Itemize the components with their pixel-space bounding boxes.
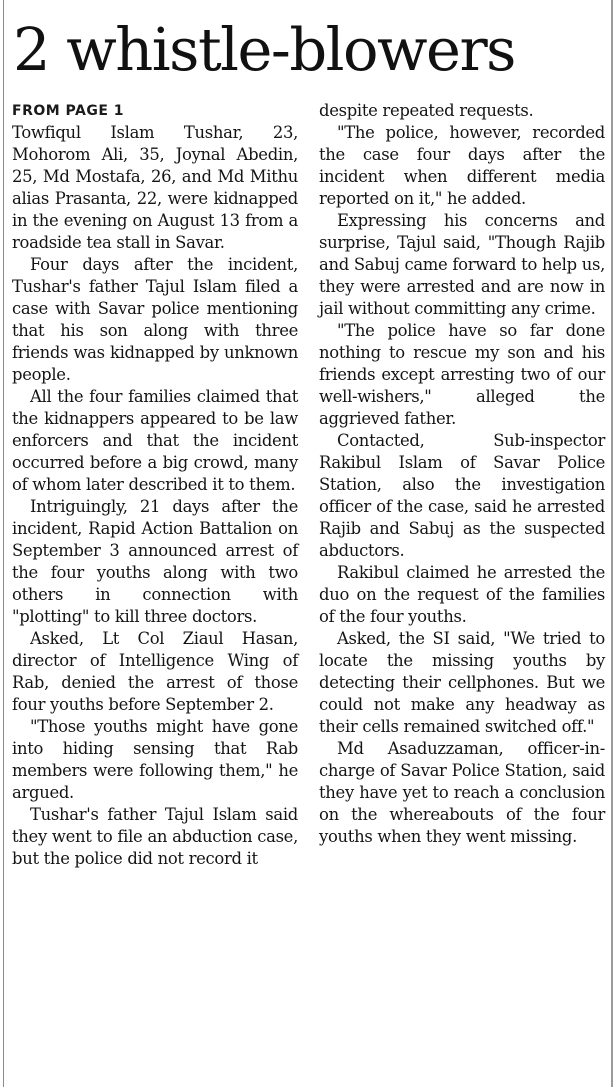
jump-label: FROM PAGE 1 (12, 103, 125, 119)
paragraph: "Those youths might have gone into hiding sensing that Rab members were following them," he argued. (12, 717, 298, 802)
paragraph: "The police, however, recorded the case four days after the incident when different media reported on it," he added. (319, 123, 605, 208)
paragraph: Md Asaduzzaman, officer-in-charge of Savar Police Station, said they have yet to reach a conclusion on the whereabouts of the four youths when they went missing. (319, 739, 605, 846)
column-rule-right (611, 0, 613, 1087)
paragraph: Contacted, Sub-inspector Rakibul Islam of Savar Police Station, also the investigation officer of the case, said he arrested Rajib and Sabuj as the suspected abductors. (319, 431, 605, 560)
paragraph: "The police have so far done nothing to rescue my son and his friends except arresting two of our well-wishers," alleged the aggrieved father. (319, 321, 605, 428)
paragraph: Four days after the incident, Tushar's father Tajul Islam filed a case with Savar police mentioning that his son along with three friends was kidnapped by unknown people. (12, 255, 298, 384)
article-column-left (12, 100, 298, 870)
paragraph: Intriguingly, 21 days after the incident, Rapid Action Battalion on September 3 announced arrest of the four youths along with two others in connection with "plotting" to kill three doctors. (12, 497, 298, 626)
paragraph: Towfiqul Islam Tushar, 23, Mohorom Ali, 35, Joynal Abedin, 25, Md Mostafa, 26, and Md Mithu alias Prasanta, 22, were kidnapped in the evening on August 13 from a roadside tea stall in Savar. (12, 123, 298, 252)
article-column-right (319, 100, 605, 848)
column-rule-left (3, 0, 4, 1087)
paragraph: Asked, the SI said, "We tried to locate the missing youths by detecting their cellphones. But we could not make any headway as their cells remained switched off." (319, 629, 605, 736)
headline: 2 whistle-blowers (13, 15, 515, 84)
paragraph: Expressing his concerns and surprise, Tajul said, "Though Rajib and Sabuj came forward to help us, they were arrested and are now in jail without committing any crime. (319, 211, 605, 318)
paragraph-continued: despite repeated requests. (319, 101, 534, 120)
paragraph: Asked, Lt Col Ziaul Hasan, director of Intelligence Wing of Rab, denied the arrest of those four youths before September 2. (12, 629, 298, 714)
paragraph: Tushar's father Tajul Islam said they went to file an abduction case, but the police did not record it (12, 805, 298, 868)
paragraph: All the four families claimed that the kidnappers appeared to be law enforcers and that the incident occurred before a big crowd, many of whom later described it to them. (12, 387, 298, 494)
paragraph: Rakibul claimed he arrested the duo on the request of the families of the four youths. (319, 563, 605, 626)
